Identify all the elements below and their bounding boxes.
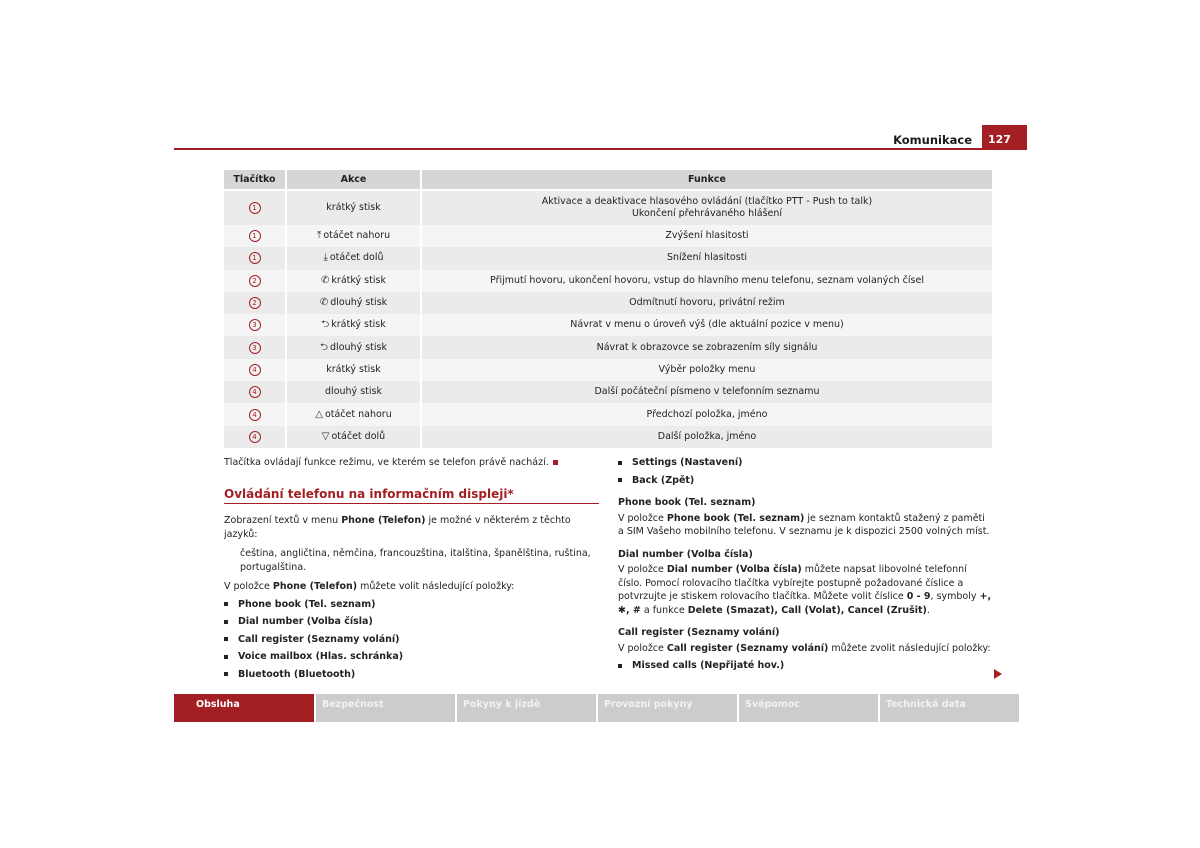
function-text: Další počáteční písmeno v telefonním seznamu xyxy=(594,386,820,398)
right-column xyxy=(618,456,992,673)
action-text: dlouhý stisk xyxy=(330,297,388,309)
phonebook-text: V položce Phone book (Tel. seznam) je seznam kontaktů stažený z paměti a SIM Vašeho mobilního telefonu. V seznamu je k dispozici 2500 volných míst. xyxy=(618,512,990,537)
function-text: Odmítnutí hovoru, privátní režim xyxy=(629,297,785,309)
bullet-icon xyxy=(224,637,228,641)
table-cell-button xyxy=(224,292,285,314)
control-symbol-icon: ▽ xyxy=(321,430,330,442)
action-text: dlouhý stisk xyxy=(330,341,387,353)
section-divider xyxy=(224,503,599,504)
tab-obsluha[interactable]: Obsluha xyxy=(174,694,314,722)
tab-provozni-pokyny[interactable]: Provozní pokyny xyxy=(598,694,737,722)
button-function-table xyxy=(224,170,992,448)
page-number: 127 xyxy=(982,125,1027,149)
table-cell-action xyxy=(287,336,420,358)
function-text: Zvýšení hlasitosti xyxy=(665,230,749,242)
button-number-icon: 1 xyxy=(249,202,261,214)
action-text: otáčet dolů xyxy=(329,252,384,264)
function-text: Přijmutí hovoru, ukončení hovoru, vstup do hlavního menu telefonu, seznam volaných čísel xyxy=(490,274,924,286)
button-number-icon: 3 xyxy=(249,319,261,331)
table-cell-action xyxy=(287,314,420,336)
bullet-icon xyxy=(618,461,622,465)
action-text: krátký stisk xyxy=(326,363,381,375)
table-row xyxy=(224,247,992,269)
tab-pokyny-k-jizde[interactable]: Pokyny k jízdě xyxy=(457,694,596,722)
control-symbol-icon: ⮌ xyxy=(321,319,330,331)
function-text: Návrat k obrazovce se zobrazením síly signálu xyxy=(596,341,818,353)
action-text: krátký stisk xyxy=(331,319,386,331)
section-title: Komunikace xyxy=(893,133,972,147)
callreg-text: V položce Call register (Seznamy volání) můžete zvolit následující položky: xyxy=(618,642,991,654)
table-header-function: Funkce xyxy=(422,170,992,189)
action-text: dlouhý stisk xyxy=(325,386,382,398)
action-text: krátký stisk xyxy=(326,202,381,213)
function-text: Předchozí položka, jméno xyxy=(646,408,768,420)
table-cell-action xyxy=(287,292,420,314)
table-row xyxy=(224,314,992,336)
table-header-row xyxy=(224,170,992,189)
table-row xyxy=(224,270,992,292)
dial-text: V položce Dial number (Volba čísla) můžete napsat libovolné telefonní číslo. Pomocí rolovacího tlačítka vybírejte postupně požadované číslice a potvrzujte je stiskem rolovacího tlačítka. Můžete volit číslice 0 - 9, symboly +, ✱, # a funkce Delete (Smazat), Call (Volat), Cancel (Zrušit). xyxy=(618,564,992,616)
control-symbol-icon: ✆ xyxy=(321,274,330,286)
action-text: otáčet dolů xyxy=(331,430,386,442)
languages-text: čeština, angličtina, němčina, francouzština, italština, španělština, ruština, portugalština. xyxy=(240,548,591,573)
chapter-nav xyxy=(174,694,1027,722)
tab-bezpecnost[interactable]: Bezpečnost xyxy=(316,694,455,722)
list-item: Settings (Nastavení) xyxy=(618,456,992,470)
tab-svepomoc[interactable]: Svépomoc xyxy=(739,694,878,722)
table-cell-action xyxy=(287,270,420,292)
table-row xyxy=(224,292,992,314)
button-number-icon: 4 xyxy=(249,386,261,398)
bullet-icon xyxy=(618,478,622,482)
function-text: Další položka, jméno xyxy=(657,430,757,442)
action-text: otáčet nahoru xyxy=(323,230,391,242)
list-item: Phone book (Tel. seznam) xyxy=(224,598,599,612)
button-number-icon: 4 xyxy=(249,431,261,443)
function-text: Aktivace a deaktivace hlasového ovládání (tlačítko PTT - Push to talk) xyxy=(541,196,873,207)
control-symbol-icon: △ xyxy=(315,408,323,420)
action-text: krátký stisk xyxy=(331,274,386,286)
control-symbol-icon: ⮌ xyxy=(320,341,329,353)
button-number-icon: 4 xyxy=(249,409,261,421)
button-number-icon: 3 xyxy=(249,342,261,354)
callreg-heading: Call register (Seznamy volání) xyxy=(618,627,780,638)
bullet-icon xyxy=(224,620,228,624)
table-header-button: Tlačítko xyxy=(224,170,285,189)
function-text: Ukončení přehrávaného hlášení xyxy=(631,208,783,219)
table-cell-button xyxy=(224,314,285,336)
table-row xyxy=(224,336,992,358)
table-row xyxy=(224,191,992,225)
list-item: Call register (Seznamy volání) xyxy=(224,633,599,647)
table-cell-function xyxy=(422,403,992,425)
intro-text: Zobrazení textů v menu Phone (Telefon) je možné v některém z těchto jazyků: xyxy=(224,515,571,540)
table-cell-button xyxy=(224,247,285,269)
function-text: Snížení hlasitosti xyxy=(666,252,748,264)
left-column xyxy=(224,456,599,681)
tab-technicka-data[interactable]: Technická data xyxy=(880,694,1019,722)
table-note-text: Tlačítka ovládají funkce režimu, ve kterém se telefon právě nachází. xyxy=(224,457,549,468)
table-cell-action xyxy=(287,225,420,247)
table-cell-button xyxy=(224,191,285,225)
table-cell-function xyxy=(422,336,992,358)
table-cell-button xyxy=(224,225,285,247)
button-number-icon: 1 xyxy=(249,252,261,264)
dial-heading: Dial number (Volba čísla) xyxy=(618,548,753,560)
control-symbol-icon: ⤒ xyxy=(316,230,322,242)
list-item: Back (Zpět) xyxy=(618,474,992,488)
section-heading: Ovládání telefonu na informačním displeji* xyxy=(224,486,514,501)
control-symbol-icon: ⤓ xyxy=(323,252,328,264)
table-cell-button xyxy=(224,359,285,381)
table-cell-function xyxy=(422,247,992,269)
table-cell-action xyxy=(287,247,420,269)
table-cell-action xyxy=(287,403,420,425)
table-cell-button xyxy=(224,403,285,425)
list-item: Missed calls (Nepřijaté hov.) xyxy=(618,659,992,673)
table-row xyxy=(224,426,992,448)
table-cell-button xyxy=(224,270,285,292)
table-cell-function xyxy=(422,314,992,336)
table-note xyxy=(224,456,599,470)
table-cell-action xyxy=(287,426,420,448)
table-cell-action xyxy=(287,191,420,225)
table-header-action: Akce xyxy=(287,170,420,189)
button-number-icon: 2 xyxy=(249,275,261,287)
action-text: otáčet nahoru xyxy=(324,408,392,420)
end-square-icon xyxy=(553,460,558,465)
button-number-icon: 1 xyxy=(249,230,261,242)
control-symbol-icon: ✆ xyxy=(319,297,329,309)
table-cell-function xyxy=(422,381,992,403)
table-cell-function xyxy=(422,225,992,247)
bullet-icon xyxy=(224,602,228,606)
table-cell-button xyxy=(224,336,285,358)
table-cell-function xyxy=(422,426,992,448)
table-row xyxy=(224,403,992,425)
table-row xyxy=(224,359,992,381)
list-item: Dial number (Volba čísla) xyxy=(224,615,599,629)
menu-text: V položce Phone (Telefon) můžete volit následující položky: xyxy=(224,581,515,592)
table-cell-button xyxy=(224,426,285,448)
table-cell-function xyxy=(422,359,992,381)
bullet-icon xyxy=(224,655,228,659)
phonebook-heading: Phone book (Tel. seznam) xyxy=(618,497,756,508)
table-cell-button xyxy=(224,381,285,403)
table-cell-action xyxy=(287,359,420,381)
list-item: Bluetooth (Bluetooth) xyxy=(224,668,599,682)
table-row xyxy=(224,381,992,403)
table-cell-function xyxy=(422,292,992,314)
button-number-icon: 2 xyxy=(249,297,261,309)
bullet-icon xyxy=(224,672,228,676)
button-number-icon: 4 xyxy=(249,364,261,376)
header-divider xyxy=(174,148,1027,150)
table-cell-function xyxy=(422,191,992,225)
next-page-arrow-icon[interactable] xyxy=(994,669,1002,679)
table-row xyxy=(224,225,992,247)
list-item: Voice mailbox (Hlas. schránka) xyxy=(224,650,599,664)
table-cell-function xyxy=(422,270,992,292)
function-text: Výběr položky menu xyxy=(658,363,756,375)
bullet-icon xyxy=(618,664,622,668)
table-cell-action xyxy=(287,381,420,403)
function-text: Návrat v menu o úroveň výš (dle aktuální pozice v menu) xyxy=(570,319,844,331)
